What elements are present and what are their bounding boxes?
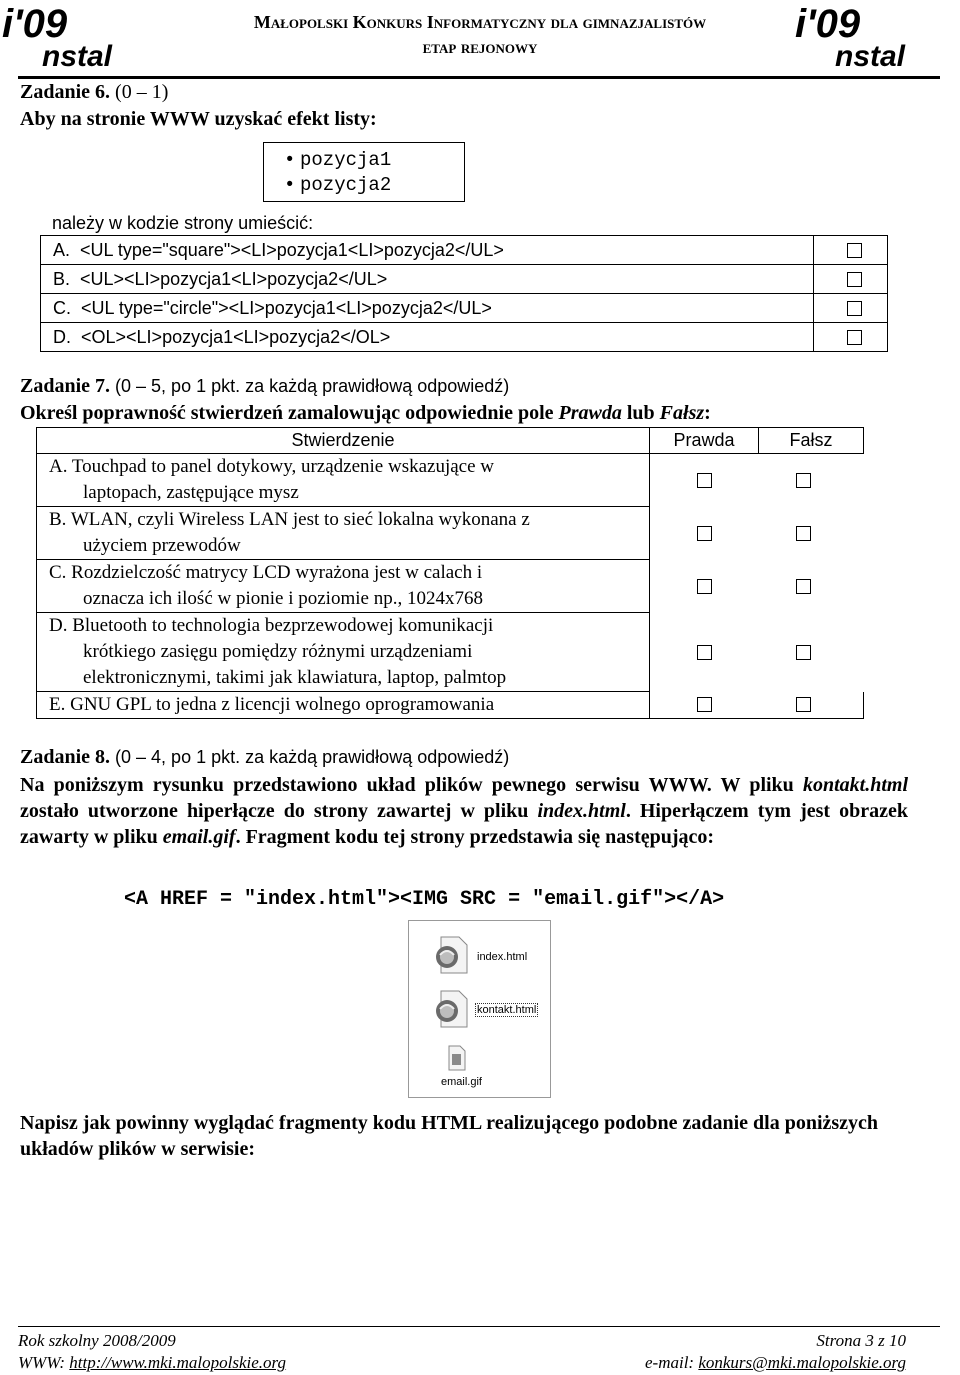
checkbox-e-false[interactable] — [796, 697, 811, 712]
logo-left-top: i'09 — [2, 2, 68, 46]
logo-left — [2, 4, 167, 76]
task7-title: Zadanie 7. — [20, 375, 111, 397]
statement-b: B. WLAN, czyli Wireless LAN jest to sieć lokalna wykonana z użyciem przewodów — [37, 507, 650, 560]
file-kontakt[interactable]: kontakt.html — [477, 1004, 537, 1016]
col-true: Prawda — [650, 428, 759, 454]
col-false: Fałsz — [759, 428, 864, 454]
task7-points: (0 – 5, po 1 pkt. za każdą prawidłową odpowiedź) — [115, 376, 510, 396]
task6-heading — [20, 80, 168, 104]
table-row — [41, 323, 888, 352]
file-index[interactable]: index.html — [477, 951, 528, 963]
statement-a: A. Touchpad to panel dotykowy, urządzenie wskazujące w laptopach, zastępujące mysz — [37, 454, 650, 507]
task8-closing: Napisz jak powinny wyglądać fragmenty kodu HTML realizującego podobne zadanie dla poniższych układów plików w serwisie: — [20, 1112, 879, 1160]
task8-title: Zadanie 8. — [20, 746, 111, 768]
checkbox-e-true[interactable] — [697, 697, 712, 712]
logo-right-top: i'09 — [795, 2, 861, 46]
checkbox-option-a[interactable] — [847, 243, 862, 258]
footer-rule — [18, 1326, 940, 1327]
table-row — [37, 560, 864, 613]
logo-right — [795, 4, 960, 76]
header-rule — [18, 76, 940, 79]
header-line1: Małopolski Konkurs Informatyczny dla gimnazjalistów — [253, 12, 707, 32]
task6-points: (0 – 1) — [115, 81, 169, 103]
logo-right-sub: nstal — [835, 40, 906, 73]
file-tree-box — [408, 920, 551, 1098]
header-line2: etap rejonowy — [422, 37, 538, 57]
table-row — [41, 294, 888, 323]
table-row — [37, 454, 864, 507]
checkbox-option-b[interactable] — [847, 272, 862, 287]
table-row — [37, 613, 864, 692]
list-preview-item: • pozycja1 — [284, 149, 392, 171]
task8-heading — [20, 745, 509, 769]
checkbox-c-true[interactable] — [697, 579, 712, 594]
footer-line2: WWW: http://www.mki.malopolskie.org e-mail: konkurs@mki.malopolskie.org — [18, 1353, 906, 1372]
task6-lead: należy w kodzie strony umieścić: — [52, 213, 314, 233]
checkbox-d-false[interactable] — [796, 645, 811, 660]
task7-instruction: Określ poprawność stwierdzeń zamalowując odpowiednie pole Prawda lub Fałsz: — [20, 402, 711, 424]
task7-heading — [20, 374, 509, 398]
task6-options-table — [40, 235, 888, 352]
list-preview-box — [263, 142, 465, 202]
statement-e: E. GNU GPL to jedna z licencji wolnego oprogramowania — [37, 692, 650, 719]
option-c: C. <UL type="circle"><LI>pozycja1<LI>pozycja2</UL> — [41, 294, 814, 323]
footer-email-link[interactable]: konkurs@mki.malopolskie.org — [698, 1353, 906, 1372]
table-row — [37, 692, 864, 719]
checkbox-a-false[interactable] — [796, 473, 811, 488]
checkbox-c-false[interactable] — [796, 579, 811, 594]
list-preview-item: • pozycja2 — [284, 174, 392, 196]
table-row — [37, 507, 864, 560]
table-row — [41, 265, 888, 294]
statement-c: C. Rozdzielczość matrycy LCD wyrażona jest w calach i oznacza ich ilość w pionie i poziomie np., 1024x768 — [37, 560, 650, 613]
logo-left-sub: nstal — [42, 40, 113, 73]
gif-file-icon — [447, 1045, 467, 1076]
option-b: B. <UL><LI>pozycja1<LI>pozycja2</UL> — [41, 265, 814, 294]
footer-www-link[interactable]: http://www.mki.malopolskie.org — [69, 1353, 287, 1372]
checkbox-d-true[interactable] — [697, 645, 712, 660]
task8-paragraph: Na poniższym rysunku przedstawiono układ plików pewnego serwisu WWW. W pliku kontakt.html zostało utworzone hiperłącze do strony zawartej w pliku index.html. Hiperłączem tym jest obrazek zawarty w pliku email.gif. Fragment kodu tej strony przedstawia się następująco: — [20, 774, 908, 848]
table-header-row — [37, 428, 864, 454]
task8-points: (0 – 4, po 1 pkt. za każdą prawidłową odpowiedź) — [115, 747, 510, 767]
html-file-icon — [433, 989, 471, 1034]
checkbox-option-d[interactable] — [847, 330, 862, 345]
file-email[interactable]: email.gif — [441, 1076, 482, 1088]
option-a: A. <UL type="square"><LI>pozycja1<LI>pozycja2</UL> — [41, 236, 814, 265]
option-d: D. <OL><LI>pozycja1<LI>pozycja2</OL> — [41, 323, 814, 352]
footer-year: Rok szkolny 2008/2009 — [18, 1331, 176, 1350]
checkbox-b-false[interactable] — [796, 526, 811, 541]
task6-title: Zadanie 6. — [20, 81, 111, 103]
task7-table — [36, 427, 864, 719]
checkbox-option-c[interactable] — [847, 301, 862, 316]
table-row — [41, 236, 888, 265]
statement-d: D. Bluetooth to technologia bezprzewodowej komunikacji krótkiego zasięgu pomiędzy różnymi urządzeniami elektronicznymi, takimi jak klawiatura, laptop, palmtop — [37, 613, 650, 692]
code-snippet: <A HREF = "index.html"><IMG SRC = "email.gif"></A> — [124, 888, 725, 911]
html-file-icon — [433, 935, 471, 980]
task6-question: Aby na stronie WWW uzyskać efekt listy: — [20, 108, 377, 130]
footer-line1 — [18, 1331, 906, 1351]
checkbox-a-true[interactable] — [697, 473, 712, 488]
footer-page: Strona 3 z 10 — [816, 1331, 906, 1350]
checkbox-b-true[interactable] — [697, 526, 712, 541]
col-statement: Stwierdzenie — [37, 428, 650, 454]
